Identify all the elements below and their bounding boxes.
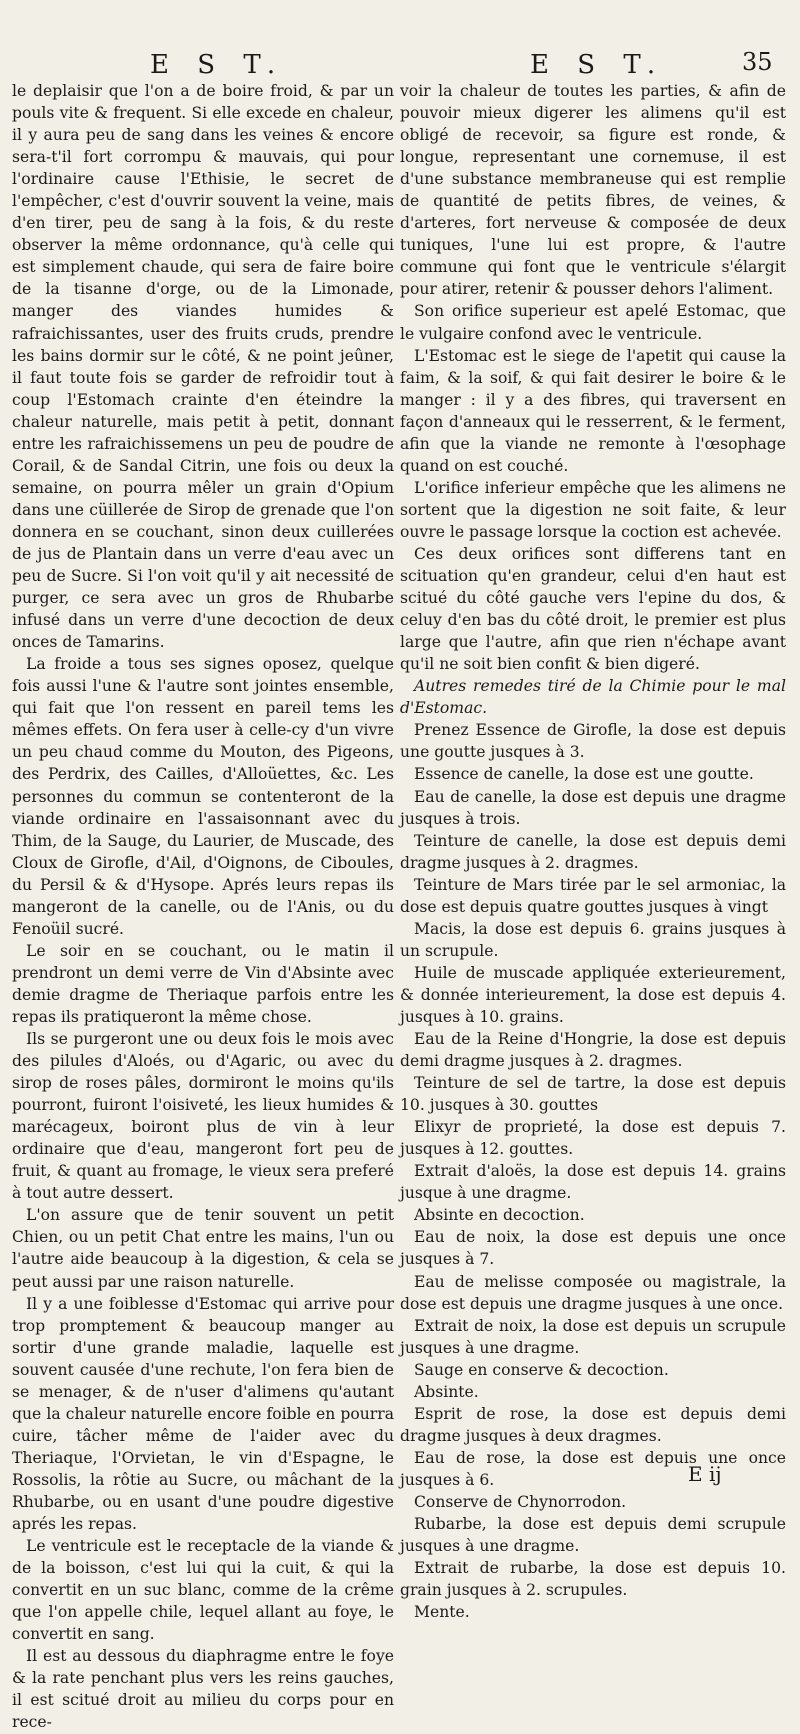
paragraph: Teinture de sel de tartre, la dose est depuis 10. jusques à 30. gouttes xyxy=(400,1074,786,1115)
paragraph: Eau de la Reine d'Hongrie, la dose est depuis demi dragme jusques à 2. dragmes. xyxy=(400,1030,786,1071)
paragraph: Le ventricule est le receptacle de la viande & de la boisson, c'est lui qui la cuit, & qui la convertit en un suc blanc, comme de la crême que l'on appelle chile, lequel allant au foye, le convertit en sang. xyxy=(12,1537,394,1644)
paragraph: Absinte. xyxy=(414,1382,479,1401)
paragraph: Absinte en decoction. xyxy=(414,1206,585,1225)
paragraph: L'Estomac est le siege de l'apetit qui cause la faim, & la soif, & qui fait desirer le boire & le manger : il y a des fibres, qui traversent en façon d'anneaux qui le resserrent, & le ferment, afin que la viande ne remonte à l'œsophage quand on est couché. xyxy=(400,346,786,475)
paragraph: Conserve de Chynorrodon. xyxy=(414,1493,627,1511)
paragraph: Eau de noix, la dose est depuis une once jusques à 7. xyxy=(400,1228,786,1269)
paragraph: Teinture de canelle, la dose est depuis demi dragme jusques à 2. dragmes. xyxy=(400,831,786,872)
paragraph: Prenez Essence de Girofle, la dose est depuis une goutte jusques à 3. xyxy=(400,721,786,762)
paragraph: L'on assure que de tenir souvent un petit Chien, ou un petit Chat entre les mains, l'un ou l'autre aide beaucoup à la digestion, & cela se peut aussi par une raison naturelle. xyxy=(12,1206,394,1291)
paragraph: Autres remedes tiré de la Chimie pour le mal d'Estomac. xyxy=(400,677,786,718)
paragraph: Son orifice superieur est apelé Estomac, que le vulgaire confond avec le ventricule. xyxy=(400,302,786,343)
paragraph: Mente. xyxy=(414,1603,470,1622)
paragraph: Eau de canelle, la dose est depuis une dragme jusques à trois. xyxy=(400,787,786,828)
paragraph: Essence de canelle, la dose est une goutte. xyxy=(414,765,754,784)
paragraph: Eau de rose, la dose est depuis une once jusques à 6. xyxy=(400,1448,786,1489)
running-head-right: E S T. xyxy=(530,50,666,80)
paragraph: Rubarbe, la dose est depuis demi scrupule jusques à une dragme. xyxy=(400,1515,786,1556)
paragraph: Extrait de noix, la dose est depuis un scrupule jusques à une dragme. xyxy=(400,1316,786,1357)
paragraph: le deplaisir que l'on a de boire froid, & par un pouls vite & frequent. Si elle excede en chaleur, il y aura peu de sang dans les veines & encore sera-t'il fort corrompu & mauvais, qui pour l'ordinaire cause l'Ethisie, le secret de l'empêcher, c'est d'ouvrir souvent la veine, mais d'en tirer, peu de sang à la fois, & du reste observer la même ordonnance, qu'à celle qui est simplement chaude, qui sera de faire boire de la tisanne d'orge, ou de la Limonade, manger des viandes humides & rafraichissantes, user des fruits cruds, prendre les bains dormir sur le côté, & ne point jeûner, il faut toute fois se garder de refroidir tout à coup l'Estomach crainte d'en éteindre la chaleur naturelle, mais petit à petit, donnant entre les rafraichissemens un peu de poudre de Corail, & de Sandal Citrin, une fois ou deux la semaine, on pourra mêler un grain d'Opium dans une cüillerée de Sirop de grenade que l'on donnera en se couchant, sinon deux cuillerées de jus de Plantain dans un verre d'eau avec un peu de Sucre. Si l'on voit qu'il y ait necessité de purger, ce sera avec un gros de Rhubarbe infusé dans un verre d'une decoction de deux onces de Tamarins. xyxy=(12,82,394,652)
signature-mark: E ij xyxy=(688,1462,722,1486)
paragraph: Il y a une foiblesse d'Estomac qui arrive pour trop promptement & beaucoup manger au sortir d'une grande maladie, laquelle est souvent causée d'une rechute, l'on fera bien de se menager, & de n'user d'alimens qu'autant que la chaleur naturelle encore foible en pourra cuire, tâcher même de l'aider avec du Theriaque, l'Orvietan, le vin d'Espagne, le Rossolis, la rôtie au Sucre, ou mâchant de la Rhubarbe, ou en usant d'une poudre digestive aprés les repas. xyxy=(12,1294,394,1534)
running-head-left: E S T. xyxy=(150,50,286,80)
paragraph: Macis, la dose est depuis 6. grains jusques à un scrupule. xyxy=(400,919,786,960)
paragraph: La froide a tous ses signes oposez, quelque fois aussi l'une & l'autre sont jointes ensemble, qui fait que l'on ressent en pareil tems les mêmes effets. On fera user à celle-cy d'un vivre un peu chaud comme du Mouton, des Pigeons, des Perdrix, des Cailles, d'Alloüettes, &c. Les personnes du commun se contenteront de la viande ordinaire en l'assaisonnant avec du Thim, de la Sauge, du Laurier, de Muscade, des Cloux de Girofle, d'Ail, d'Oignons, de Ciboules, du Persil & & d'Hysope. Aprés leurs repas ils mangeront de la canelle, ou de l'Anis, ou du Fenoüil sucré. xyxy=(12,655,394,938)
paragraph: Extrait de rubarbe, la dose est depuis 10. grain jusques à 2. scrupules. xyxy=(400,1559,786,1600)
paragraph: Extrait d'aloës, la dose est depuis 14. grains jusque à une dragme. xyxy=(400,1162,786,1203)
paragraph: Huile de muscade appliquée exterieurement, & donnée interieurement, la dose est depuis 4. jusques à 10. grains. xyxy=(400,963,786,1026)
paragraph: Ils se purgeront une ou deux fois le mois avec des pilules d'Aloés, ou d'Agaric, ou avec du sirop de roses pâles, dormiront le moins qu'ils pourront, fuiront l'oisiveté, les lieux humides & marécageux, boiront plus de vin à leur ordinaire que d'eau, mangeront fort peu de fruit, & quant au fromage, le vieux sera preferé à tout autre dessert. xyxy=(12,1030,394,1203)
page-number: 35 xyxy=(742,48,773,76)
paragraph: Teinture de Mars tirée par le sel armoniac, la dose est depuis quatre gouttes jusques à vingt xyxy=(400,875,786,916)
paragraph: Eau de melisse composée ou magistrale, la dose est depuis une dragme jusques à une once. xyxy=(400,1272,786,1313)
paragraph: Le soir en se couchant, ou le matin il prendront un demi verre de Vin d'Absinte avec demie dragme de Theriaque parfois entre les repas ils pratiqueront la même chose. xyxy=(12,941,394,1026)
paragraph: voir la chaleur de toutes les parties, & afin de pouvoir mieux digerer les alimens qu'il est obligé de recevoir, sa figure est ronde, & longue, representant une cornemuse, il est d'une substance membraneuse qui est remplie de quantité de petits fibres, de veines, & d'arteres, fort nerveuse & composée de deux tuniques, l'une lui est propre, & l'autre commune qui font que le ventricule s'élargit pour atirer, retenir & pousser dehors l'aliment. xyxy=(400,82,786,299)
paragraph: L'orifice inferieur empêche que les alimens ne sortent que la digestion ne soit faite, & leur ouvre le passage lorsque la coction est achevée. xyxy=(400,478,786,541)
paragraph: Elixyr de proprieté, la dose est depuis 7. jusques à 12. gouttes. xyxy=(400,1118,786,1159)
paragraph: Esprit de rose, la dose est depuis demi dragme jusques à deux dragmes. xyxy=(400,1404,786,1445)
right-text-column xyxy=(400,80,786,1623)
paragraph: Ces deux orifices sont differens tant en scituation qu'en grandeur, celui d'en haut est scitué du côté gauche vers l'epine du dos, & celuy d'en bas du côté droit, le premier est plus large que l'autre, afin que rien n'échape avant qu'il ne soit bien confit & bien digeré. xyxy=(400,544,786,674)
left-text-column xyxy=(12,80,394,1734)
paragraph: Sauge en conserve & decoction. xyxy=(414,1360,669,1379)
paragraph: Il est au dessous du diaphragme entre le foye & la rate penchant plus vers les reins gauches, il est scitué droit au milieu du corps pour en rece- xyxy=(12,1647,394,1732)
